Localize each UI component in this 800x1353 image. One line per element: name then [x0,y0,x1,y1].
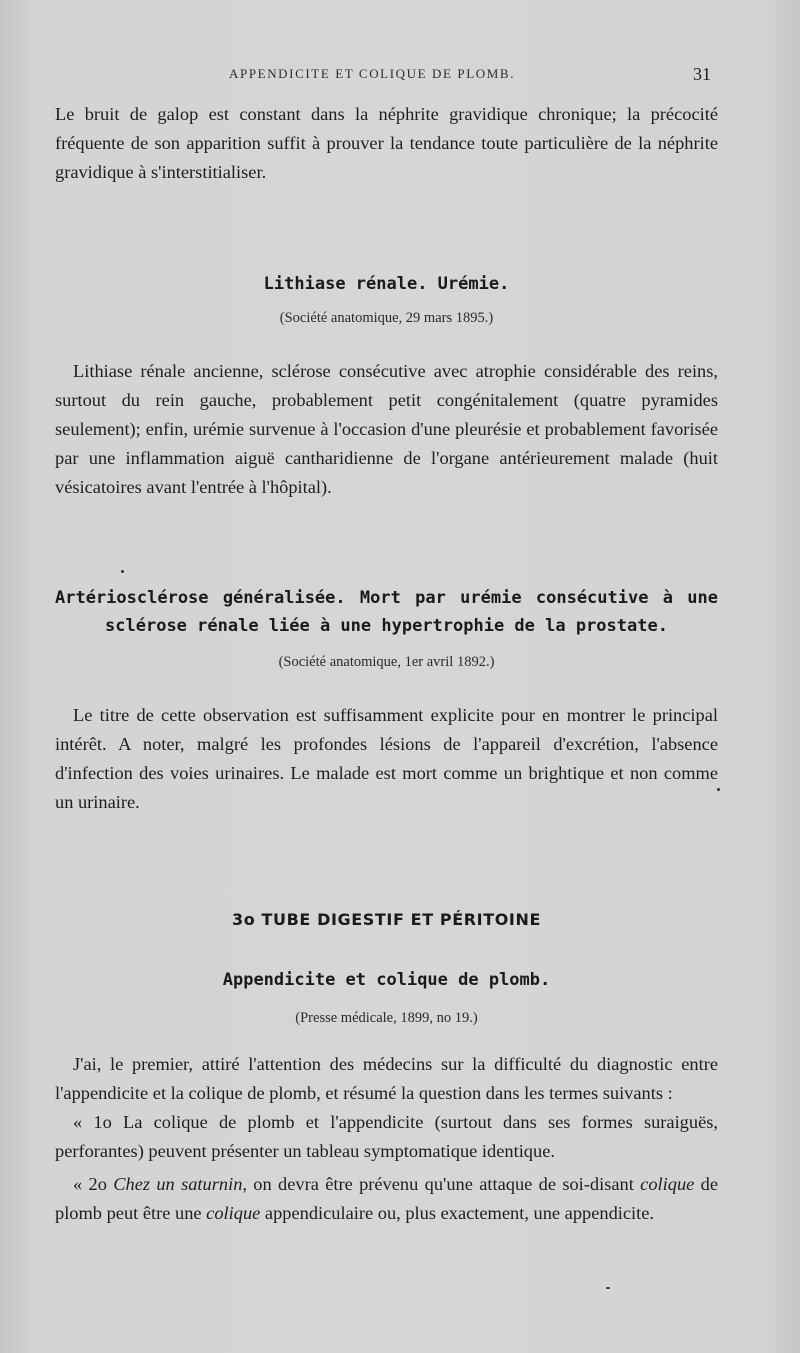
appendicite-source: (Presse médicale, 1899, no 19.) [295,1010,478,1026]
print-speck [606,1287,610,1289]
lithiase-source: (Société anatomique, 29 mars 1895.) [279,310,494,326]
appendicite-item-1: « 1o La colique de plomb et l'appendicite (surtout dans ses formes suraiguës, perforantes) peuvent présenter un tableau symptomatique identique. [55,1112,718,1161]
lithiase-heading: Lithiase rénale. Urémie. [263,274,510,294]
print-speck [717,788,720,791]
chapter-heading: 3o TUBE DIGESTIF ET PÉRITOINE [231,910,542,929]
lithiase-body: Lithiase rénale ancienne, sclérose consécutive avec atrophie considérable des reins, surtout du rein gauche, probablement petit congénitalement (quatre pyramides seulement); enfin, urémie survenue à l'occasion d'une pleurésie et probablement favorisée par une inflammation aiguë cantharidienne de l'organe antérieurement malade (huit vésicatoires avant l'entrée à l'hôpital). [55,361,718,497]
print-speck [121,570,124,573]
appendicite-item-2 [55,1170,718,1228]
arterio-body: Le titre de cette observation est suffisamment explicite pour en montrer le principal intérêt. A noter, malgré les profondes lésions de l'appareil d'excrétion, l'absence d'infection des voies urinaires. Le malade est mort comme un brightique et non comme un urinaire. [55,705,718,812]
appendicite-heading: Appendicite et colique de plomb. [222,970,551,990]
lithiase-body-block [55,357,718,502]
item-2-end: appendiculaire ou, plus exactement, une appendicite. [260,1203,655,1223]
running-header [0,66,800,88]
item-2-italic-colique-2: colique [206,1203,261,1223]
arterio-source: (Société anatomique, 1er avril 1892.) [278,654,495,670]
arterio-body-block [55,701,718,817]
intro-paragraph: Le bruit de galop est constant dans la néphrite gravidique chronique; la précocité fréquente de son apparition suffit à prouver la tendance toute particulière de la néphrite gravidique à s'interstitialiser. [55,104,718,182]
item-2-italic-colique-1: colique [640,1174,695,1194]
item-2-mid-2: de plomb peut être une [55,1174,718,1223]
item-2-prefix: « 2o [73,1174,114,1194]
item-2-mid-1: on devra être prévenu qu'une attaque de soi-disant [246,1174,641,1194]
item-2-italic-saturnin: Chez un saturnin, [113,1174,247,1194]
appendicite-intro: J'ai, le premier, attiré l'attention des médecins sur la difficulté du diagnostic entre l'appendicite et la colique de plomb, et résumé la question dans les termes suivants : [55,1054,718,1103]
running-title: APPENDICITE ET COLIQUE DE PLOMB. [229,66,516,81]
appendicite-body-block [55,1050,718,1228]
page-number: 31 [693,64,711,84]
arterio-heading: Artériosclérose généralisée. Mort par urémie consécutive à une sclérose rénale liée à une hypertrophie de la prostate. [55,588,718,636]
intro-paragraph-block [55,100,718,187]
